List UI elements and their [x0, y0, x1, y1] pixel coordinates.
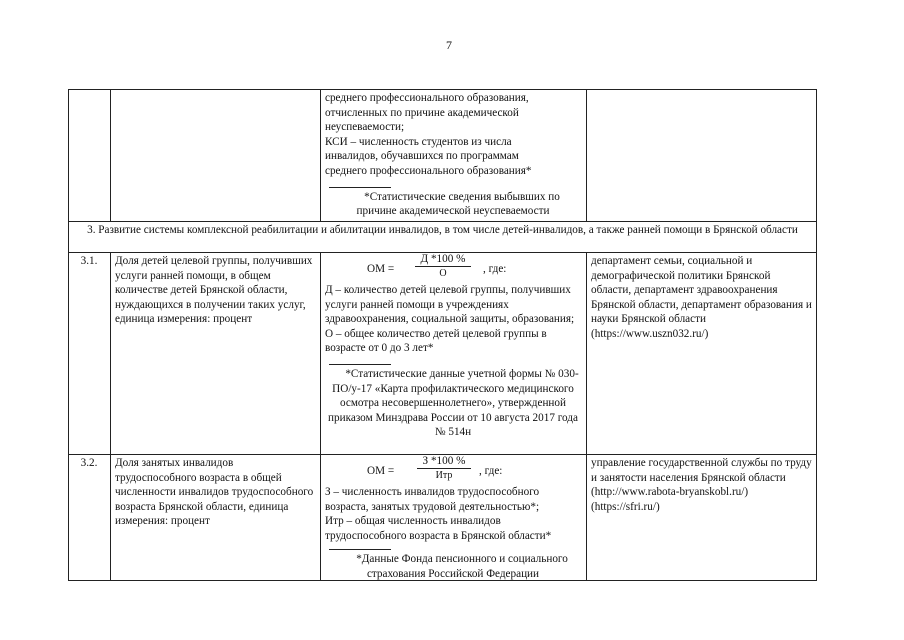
indicators-table	[68, 89, 817, 581]
footnote-text: *Данные Фонда пенсионного и социального страхования Российской Федерации	[356, 553, 568, 580]
source-text: управление государственной службы по труду и занятости населения Брянской области (http://www.rabota-bryanskobl.ru/) (https://sfri.ru/)	[591, 457, 812, 513]
footnote-rule	[329, 549, 391, 550]
method-line: КСИ – численность студентов из числа	[325, 135, 512, 148]
table-row	[68, 454, 817, 580]
formula-suffix: , где:	[483, 263, 507, 275]
table-row	[68, 252, 817, 454]
method-line: среднего профессионального образования,	[325, 92, 529, 104]
method-cell	[320, 252, 586, 454]
indicator-name-cell	[110, 89, 320, 221]
formula-numerator: З *100 %	[417, 455, 471, 469]
source-cell	[586, 89, 817, 221]
variable-description: Итр – общая численность инвалидов трудоспособного возраста в Брянской области*	[325, 515, 552, 542]
section-title: 3. Развитие системы комплексной реабилитации и абилитации инвалидов, в том числе детей-инвалидов, а также ранней помощи в Брянской области	[87, 224, 798, 236]
formula-fraction	[417, 455, 471, 482]
footnote-rule	[329, 364, 391, 365]
method-line: неуспеваемости;	[325, 121, 405, 134]
variable-description: Д – количество детей целевой группы, получивших услуги ранней помощи в учреждениях здравоохранения, социальной защиты, образования;	[325, 284, 575, 326]
variable-description: О – общее количество детей целевой группы в возрасте от 0 до 3 лет*	[325, 327, 547, 355]
method-cell	[320, 89, 586, 221]
indicator-name: Доля детей целевой группы, получивших услуги ранней помощи, в общем количестве детей Брянской области, нуждающихся в получении таких услуг, единица измерения: процент	[115, 255, 313, 326]
footnote-text: *Статистические данные учетной формы № 030-ПО/у-17 «Карта профилактического медицинского осмотра несовершеннолетнего», утвержденной приказом Минздрава России от 10 августа 2017 года № 514н	[328, 367, 579, 439]
formula-fraction	[415, 253, 471, 280]
formula-suffix: , где:	[479, 465, 503, 477]
row-number: 3.1.	[80, 255, 98, 267]
formula-numerator: Д *100 %	[415, 253, 471, 267]
page-number: 7	[446, 38, 452, 52]
formula-denominator: О	[439, 268, 447, 279]
formula	[325, 455, 581, 485]
method-cell	[320, 454, 586, 580]
formula	[325, 253, 581, 283]
source-text: департамент семьи, социальной и демографической политики Брянской области, департамент здравоохранения Брянской области, департамент образования и науки Брянской области (https://www.uszn032.ru/)	[591, 255, 812, 340]
method-line: инвалидов, обучавшихся по программам	[325, 150, 519, 163]
table-row-continuation	[68, 89, 817, 221]
formula-lhs: ОМ =	[367, 263, 395, 275]
method-line: отчисленных по причине академической	[325, 106, 519, 119]
indicator-name: Доля занятых инвалидов трудоспособного возраста в общей численности инвалидов трудоспособного возраста Брянской области, единица измерения: процент	[115, 457, 314, 528]
section-title-row	[68, 221, 817, 252]
number-cell	[68, 89, 110, 221]
row-number: 3.2.	[80, 457, 98, 469]
variable-description: З – численность инвалидов трудоспособного возраста, занятых трудовой деятельностью*;	[325, 486, 540, 513]
footnote-rule	[329, 187, 391, 188]
footnote-text: *Статистические сведения выбывших по причине академической неуспеваемости	[356, 190, 560, 218]
formula-lhs: ОМ =	[367, 465, 395, 477]
method-line: среднего профессионального образования*	[325, 164, 532, 177]
formula-denominator: Итр	[435, 470, 453, 481]
